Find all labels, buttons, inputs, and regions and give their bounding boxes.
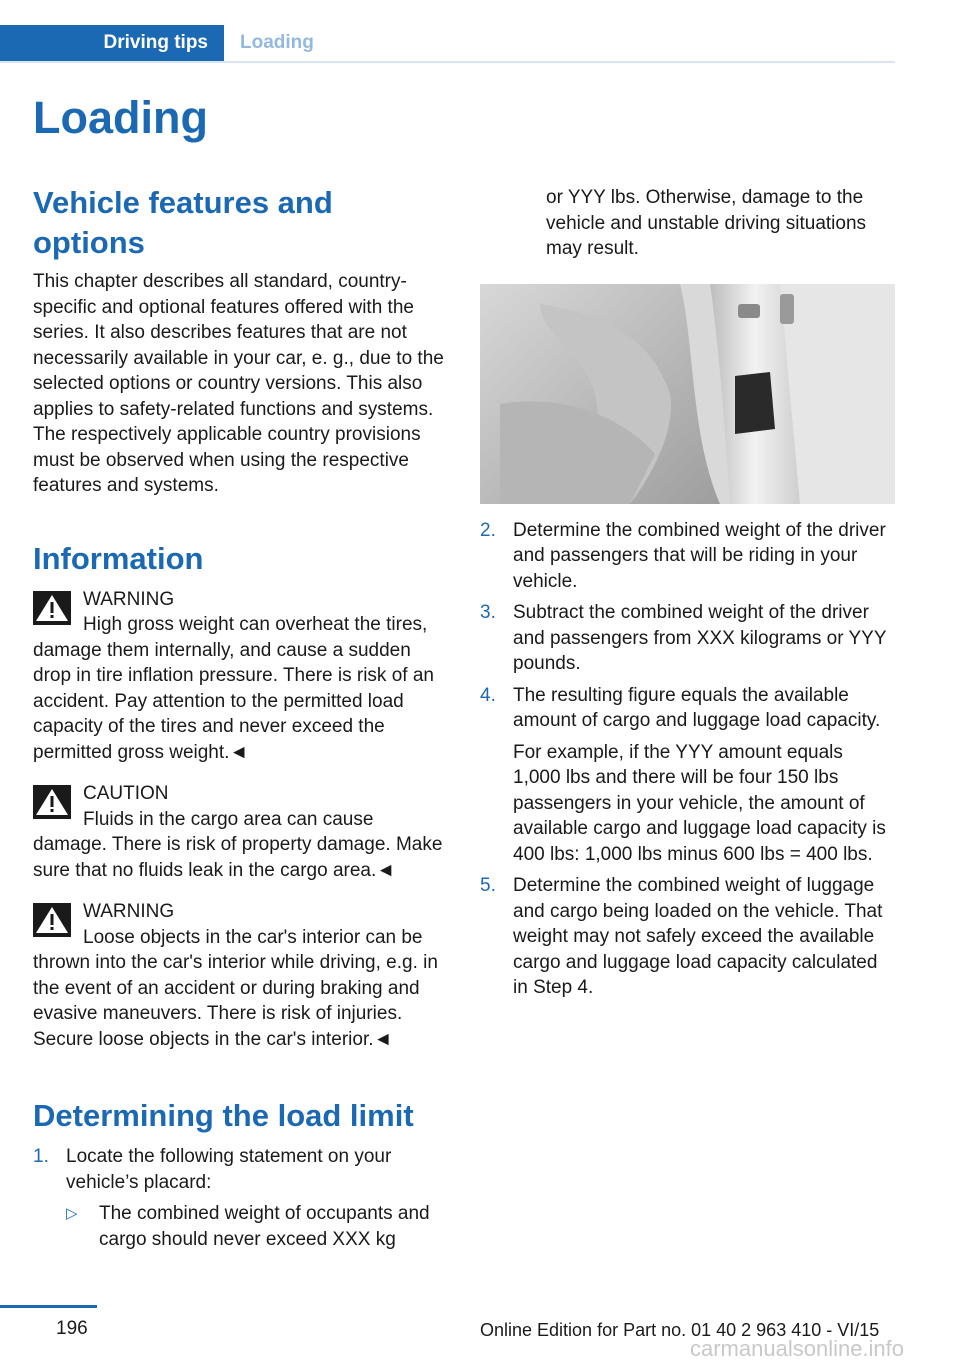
warning-triangle-icon bbox=[33, 591, 71, 625]
watermark: carmanualsonline.info bbox=[690, 1336, 905, 1361]
warning-block-1 bbox=[33, 587, 446, 766]
left-column bbox=[33, 183, 446, 1258]
steps-list-right bbox=[480, 518, 895, 1001]
warning-body: Loose objects in the car's interior can be thrown into the car's interior while driving, e.g. in the event of an accident or during braking and evasive maneuvers. There is risk of injuries. Secure loose objects in the car's interior.◄ bbox=[33, 926, 438, 1050]
triangle-bullet-icon: ▷ bbox=[66, 1205, 78, 1222]
step-text: Determine the combined weight of luggage and cargo being loaded on the vehicle. That weight may not safely exceed the available cargo and luggage load capacity calculated in Step 4. bbox=[513, 875, 883, 998]
list-item-step-1 bbox=[33, 1144, 446, 1252]
warning-triangle-icon bbox=[33, 785, 71, 819]
step-number: 1. bbox=[33, 1146, 49, 1167]
step-example: For example, if the YYY amount equals 1,000 lbs and there will be four 150 lbs passengers in your vehicle, the amount of available cargo and luggage load capacity is 400 lbs: 1,000 lbs minus 600 lbs = 400 lbs. bbox=[513, 741, 886, 865]
warning-triangle-icon bbox=[33, 903, 71, 937]
caution-body: Fluids in the cargo area can cause damage. There is risk of property damage. Make sure that no fluids leak in the cargo area.◄ bbox=[33, 808, 443, 881]
warning-block-3 bbox=[33, 899, 446, 1052]
page-number: 196 bbox=[56, 1318, 88, 1339]
list-item-step-3 bbox=[480, 600, 895, 677]
footer-rule bbox=[0, 1305, 97, 1308]
step-text: Locate the following statement on your vehicle’s placard: bbox=[66, 1146, 392, 1193]
section-heading-vehicle-features: Vehicle features and options bbox=[33, 185, 333, 260]
tab-driving-tips[interactable]: Driving tips bbox=[0, 25, 224, 61]
step-number: 2. bbox=[480, 519, 496, 541]
steps-list-left bbox=[33, 1144, 446, 1252]
footer-edition: Online Edition for Part no. 01 40 2 963 410 - VI/15 bbox=[480, 1320, 880, 1340]
warning-text bbox=[33, 612, 446, 765]
sub-bullet bbox=[66, 1201, 446, 1252]
sub-bullet-text-part1: The combined weight of occupants and cargo should never exceed XXX kg bbox=[99, 1203, 430, 1250]
warning-text bbox=[33, 925, 446, 1053]
step-text: Determine the combined weight of the driver and passengers that will be riding in your vehicle. bbox=[513, 519, 886, 592]
step-number: 3. bbox=[480, 602, 496, 623]
warning-body: High gross weight can overheat the tires, damage them internally, and cause a sudden drop in tire inflation pressure. There is risk of an accident. Pay attention to the permitted load capacity of the tires and never exceed the permitted gross weight.◄ bbox=[33, 614, 434, 763]
step-text: The resulting figure equals the available amount of cargo and luggage load capacity. bbox=[513, 684, 881, 731]
sub-bullet-text-part2: or YYY lbs. Otherwise, damage to the vehicle and unstable driving situations may result. bbox=[546, 187, 867, 259]
section-heading-load-limit: Determining the load limit bbox=[33, 1098, 414, 1133]
right-column bbox=[480, 185, 895, 1007]
list-item-step-5 bbox=[480, 873, 895, 1001]
section-heading-information: Information bbox=[33, 540, 204, 576]
tab-loading[interactable]: Loading bbox=[240, 32, 314, 53]
step-number: 5. bbox=[480, 875, 496, 896]
warning-label: WARNING bbox=[83, 901, 175, 922]
page-title: Loading bbox=[33, 92, 208, 143]
list-item-step-4 bbox=[480, 683, 895, 868]
list-item-step-2 bbox=[480, 518, 895, 595]
header-tabs bbox=[0, 25, 895, 63]
car-interior-image bbox=[480, 284, 895, 504]
caution-label: CAUTION bbox=[83, 783, 169, 804]
warning-block-2 bbox=[33, 781, 446, 883]
door-pillar-photo bbox=[480, 284, 895, 504]
step-text: Subtract the combined weight of the driver and passengers from XXX kilograms or YYY pounds. bbox=[513, 602, 887, 674]
section-text-vehicle-features: This chapter describes all standard, country-specific and optional features offered with the series. It also describes features that are not necessarily available in your car, e. g., due to the selected options or country versions. This also applies to safety-related functions and systems. The respectively applicable country provisions must be observed when using the respective features and systems. bbox=[33, 271, 444, 496]
caution-text bbox=[33, 807, 446, 884]
step-number: 4. bbox=[480, 684, 496, 706]
warning-label: WARNING bbox=[83, 588, 175, 610]
